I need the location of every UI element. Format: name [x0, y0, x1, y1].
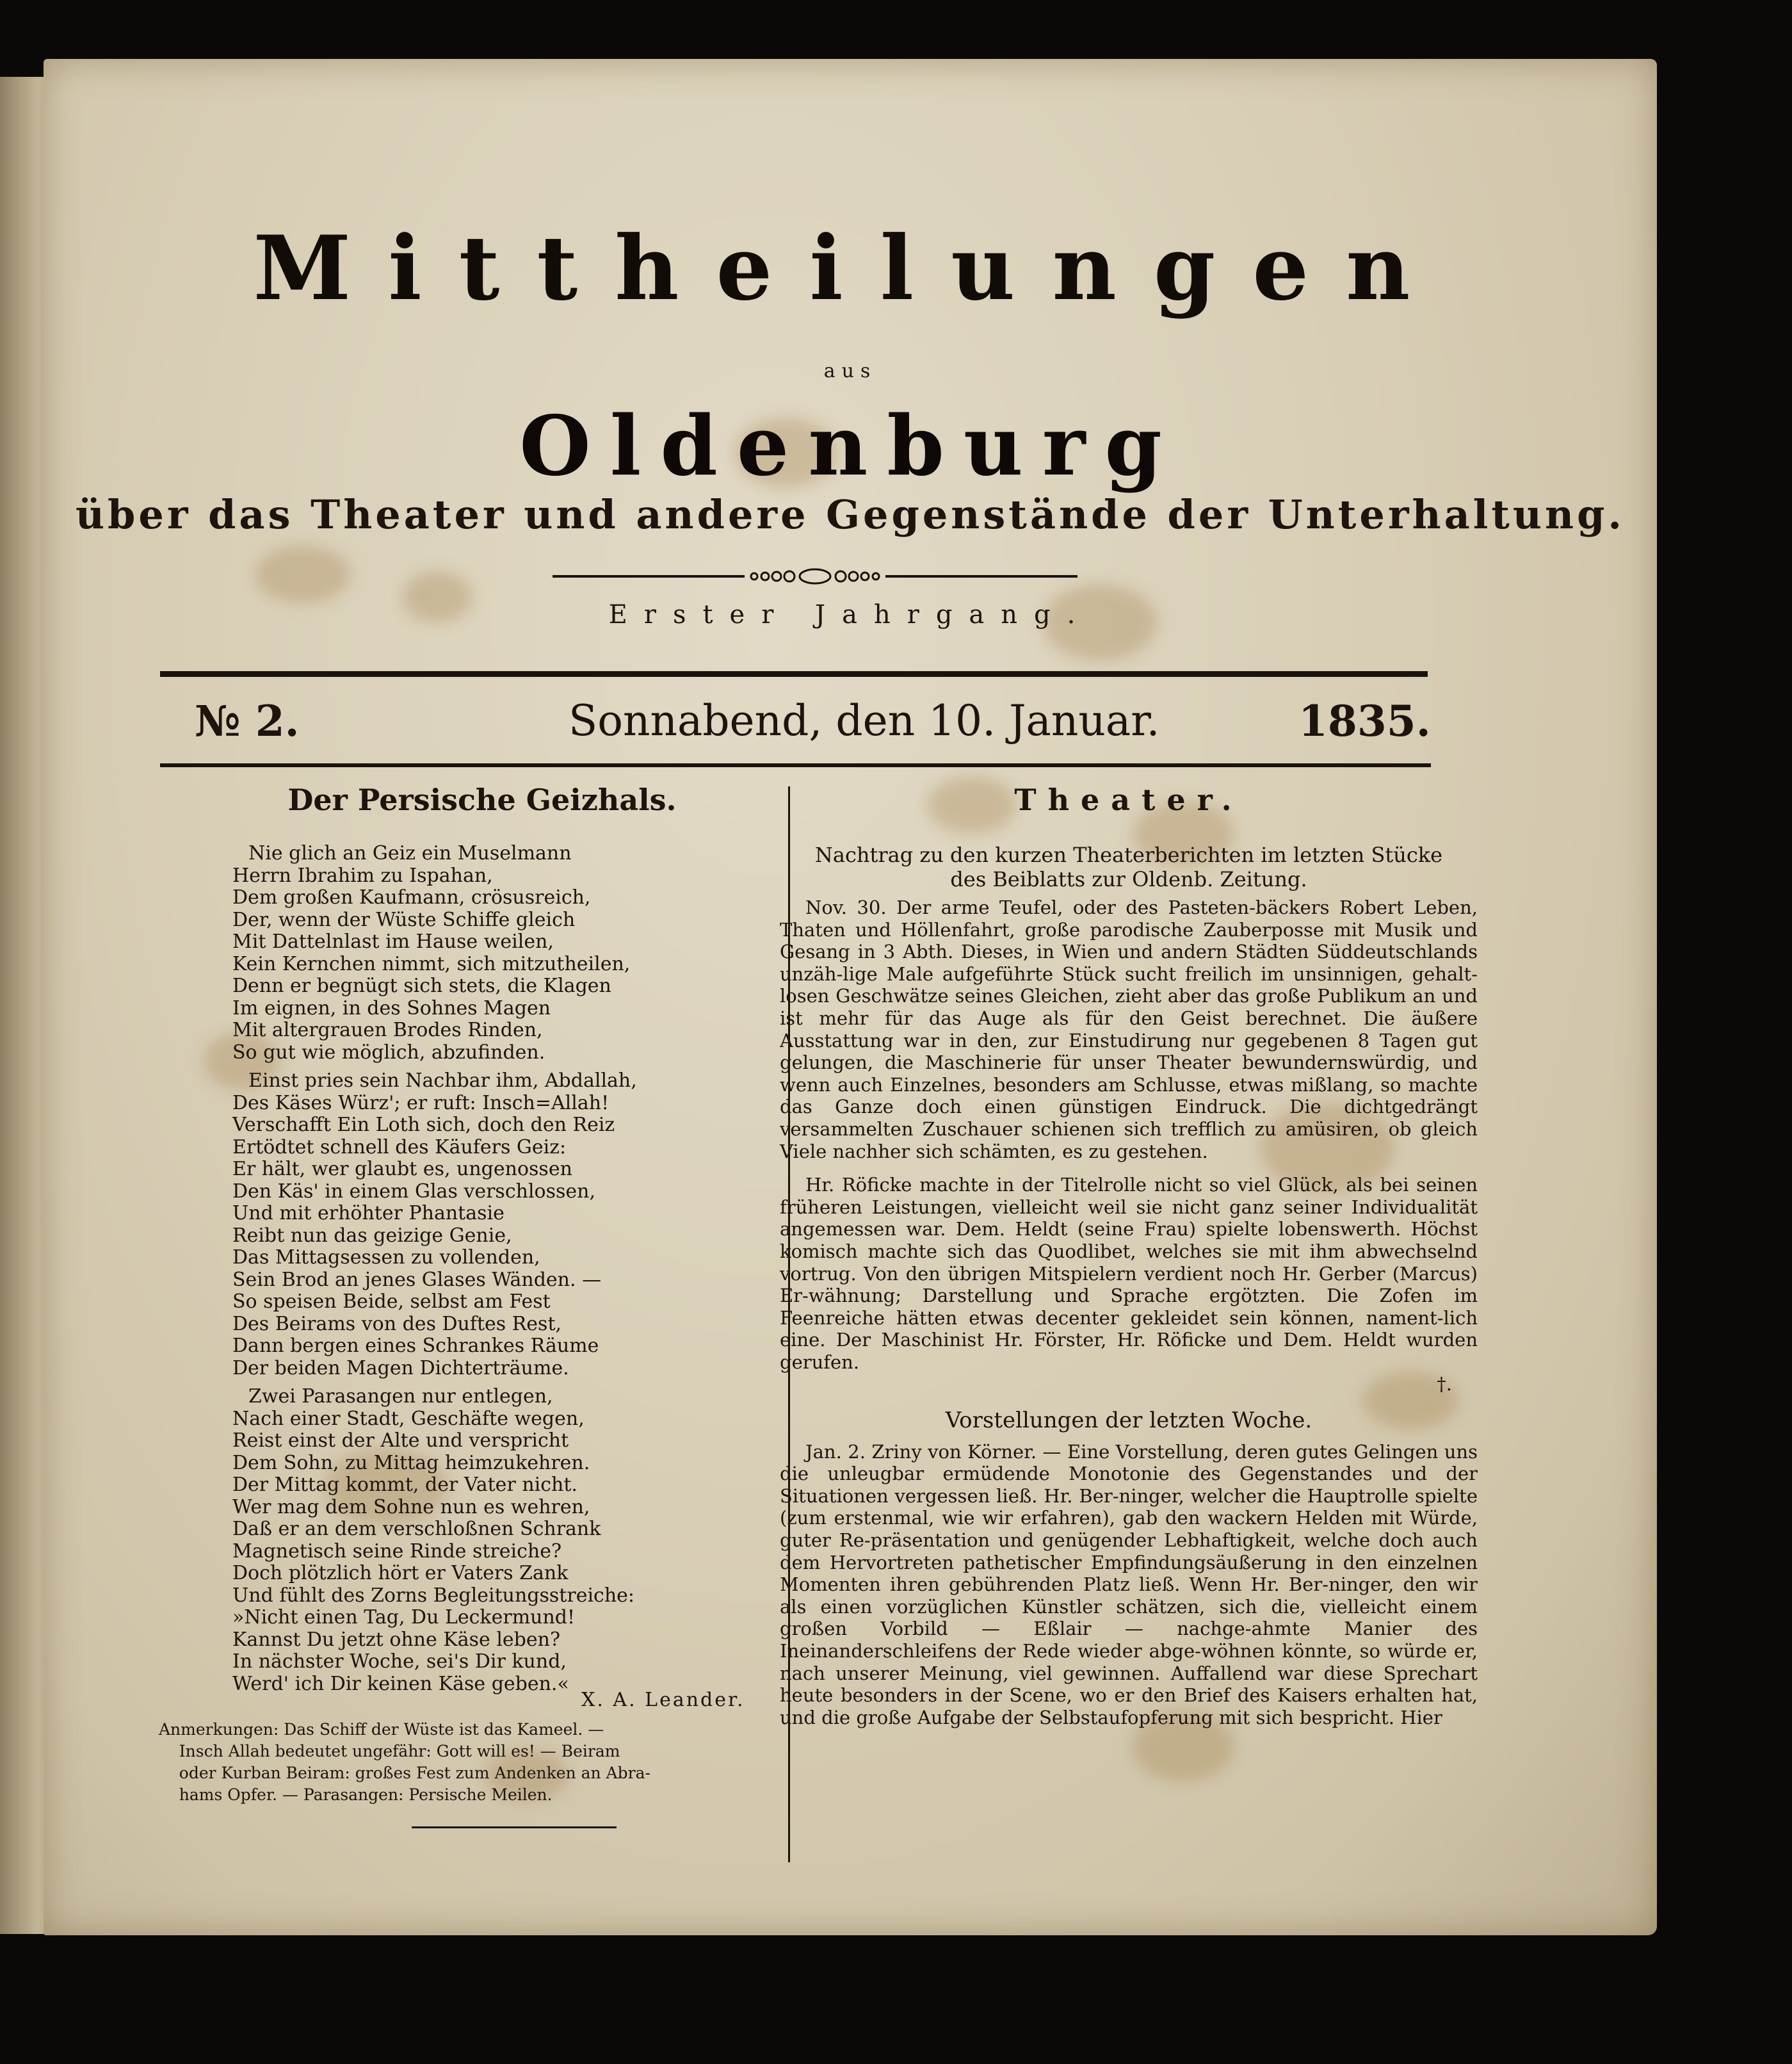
poem-line: Verschafft Ein Loth sich, doch den Reiz — [232, 1114, 615, 1136]
poem-line: Und fühlt des Zorns Begleitungsstreiche: — [232, 1584, 635, 1607]
poem-line: Das Mittagsessen zu vollenden, — [232, 1246, 540, 1269]
masthead-connector: aus — [823, 360, 877, 382]
poem-column — [159, 783, 805, 1804]
issue-number: № 2. — [195, 696, 300, 746]
poem-line: Reibt nun das geizige Genie, — [232, 1224, 512, 1247]
poem-line: Dem großen Kaufmann, crösusreich, — [232, 886, 591, 909]
newspaper-page — [44, 59, 1657, 1935]
poem-title: Der Persische Geizhals. — [287, 783, 677, 817]
header-rule-bottom — [160, 763, 1431, 767]
poem-footnotes — [159, 1719, 799, 1806]
poem-line: Nach einer Stadt, Geschäfte wegen, — [232, 1407, 585, 1430]
theater-paragraph: Hr. Röficke machte in der Titelrolle nicht so viel Glück, als bei seinen früheren Leistungen, vielleicht weil sie nicht ganz seiner Individualität angemessen war. Dem. Heldt (seine Frau) spielte lobenswerth. Höchst komisch machte sich das Quodlibet, welches sie mit ihm abwechselnd vortrug. Von den übrigen Mitspielern verdient noch Hr. Gerber (Marcus) Er-wähnung; Darstellung und Sprache ergötzten. Die Zofen im Feenreiche hätten etwas decenter gekleidet sein können, nament-lich eine. Der Maschinist Hr. Förster, Hr. Röficke und Dem. Heldt wurden gerufen. — [780, 1174, 1478, 1373]
poem-line: Einst pries sein Nachbar ihm, Abdallah, — [248, 1069, 637, 1092]
poem-line: So speisen Beide, selbst am Fest — [232, 1290, 551, 1313]
footnote-line: oder Kurban Beiram: großes Fest zum Andenken an Abra- — [159, 1764, 650, 1782]
poem-line: Des Käses Würz'; er ruft: Insch=Allah! — [232, 1091, 609, 1114]
footnote-line: hams Opfer. — Parasangen: Persische Meilen. — [159, 1785, 553, 1804]
poem-line: Sein Brod an jenes Glases Wänden. — — [232, 1268, 602, 1291]
footnote-line: Anmerkungen: Das Schiff der Wüste ist das Kameel. — — [159, 1720, 604, 1739]
poem-author: X. A. Leander. — [581, 1689, 745, 1711]
poem-line: Der beiden Magen Dichterträume. — [232, 1356, 569, 1379]
signature-cross: †. — [1437, 1373, 1452, 1395]
poem-line: Der, wenn der Wüste Schiffe gleich — [232, 908, 576, 931]
poem-line: Im eignen, in des Sohnes Magen — [232, 996, 551, 1020]
poem-line: Er hält, wer glaubt es, ungenossen — [232, 1158, 572, 1180]
poem-line: Magnetisch seine Rinde streiche? — [232, 1540, 562, 1563]
poem-line: Zwei Parasangen nur entlegen, — [248, 1385, 553, 1408]
theater-intro-line: des Beiblatts zur Oldenb. Zeitung. — [950, 867, 1307, 891]
poem-line: Ertödtet schnell des Käufers Geiz: — [232, 1135, 567, 1158]
theater-title: Theater. — [1014, 783, 1243, 817]
theater-paragraph: Nov. 30. Der arme Teufel, oder des Pasteten-bäckers Robert Leben, Thaten und Höllenfahrt, große parodische Zauberposse mit Musik und Gesang in 3 Abth. Dieses, in Wien und andern Städten Süddeutschlands unzäh-lige Male aufgeführte Stück sucht freilich im unsinnigen, gehalt-losen Geschwätze seines Gleichen, zieht aber das große Publikum an und ist mehr für das Auge als für den Geist berechnet. Die äußere Ausstattung war in den, zur Einstudirung nur gegebenen 8 Tagen gut gelungen, die Maschinerie für unser Theater bewundernswürdig, und wenn auch Einzelnes, besonders am Schlusse, etwas mißlang, so machte das Ganze doch einen günstigen Eindruck. Die dichtgedrängt versammelten Zuschauer schienen sich trefflich zu amüsiren, ob gleich Viele nachher sich schämten, es zu gestehen. — [780, 897, 1478, 1162]
poem-line: Der Mittag kommt, der Vater nicht. — [232, 1474, 577, 1496]
poem-line: Den Käs' in einem Glas verschlossen, — [232, 1180, 595, 1203]
poem-line: »Nicht einen Tag, Du Leckermund! — [232, 1606, 576, 1629]
poem-line: Und mit erhöhter Phantasie — [232, 1202, 505, 1224]
signature-mark — [780, 1373, 1478, 1395]
masthead-city: Oldenburg — [519, 398, 1181, 494]
poem-line: Des Beirams von des Duftes Rest, — [232, 1312, 562, 1335]
poem-line: Kannst Du jetzt ohne Käse leben? — [232, 1628, 561, 1651]
poem-line: So gut wie möglich, abzufinden. — [232, 1041, 545, 1064]
poem-line: Mit Dattelnlast im Hause weilen, — [232, 930, 554, 953]
poem-line: Mit altergrauen Brodes Rinden, — [232, 1019, 543, 1041]
ornamental-divider — [553, 568, 1078, 585]
footnote-end-rule — [412, 1826, 617, 1828]
theater-paragraph: Jan. 2. Zriny von Körner. — Eine Vorstellung, deren gutes Gelingen uns die unleugbar ermüdende Monotonie des Gegenstandes und der Situationen vergessen ließ. Hr. Ber-ninger, welcher die Hauptrolle spielte (zum erstenmal, wie wir erfahren), gab den wackern Helden mit Würde, guter Re-präsentation und genügender Lebhaftigkeit, welche doch auch dem Hervortreten pathetischer Empfindungsäußerung in den einzelnen Momenten ihren gebührenden Platz ließ. Wenn Hr. Ber-ninger, den wir als einen vorzüglichen Künstler schätzen, sich die, vielleicht einem großen Vorbild — Eßlair — nachge-ahmte Manier des Ineinanderschleifens der Rede wieder abge-wöhnen könnte, so würde er, nach unserer Meinung, viel gewinnen. Auffallend war diese Sprechart heute besonders in der Scene, wo er den Brief des Kaisers erhalten hat, und die große Aufgabe der Selbstaufopferung mit sich bespricht. Hier — [780, 1440, 1478, 1728]
poem-line: Dem Sohn, zu Mittag heimzukehren. — [232, 1451, 590, 1474]
masthead-subtitle: über das Theater und andere Gegenstände der Unterhaltung. — [75, 491, 1626, 538]
theater-column — [780, 783, 1478, 1728]
poem-body — [159, 843, 805, 1695]
poem-stanza-3 — [159, 1386, 805, 1695]
header-rule-top — [160, 671, 1428, 677]
poem-line: Dann bergen eines Schrankes Räume — [232, 1335, 599, 1357]
masthead-title: Mittheilungen — [253, 216, 1448, 320]
volume-label: Erster Jahrgang. — [608, 600, 1092, 630]
section-subhead: Vorstellungen der letzten Woche. — [945, 1408, 1312, 1434]
poem-line: Wer mag dem Sohne nun es wehren, — [232, 1495, 590, 1518]
poem-line: Daß er an dem verschloßnen Schrank — [232, 1518, 601, 1540]
poem-line: Denn er begnügt sich stets, die Klagen — [232, 975, 611, 997]
issue-year: 1835. — [1298, 696, 1431, 746]
poem-line: Kein Kernchen nimmt, sich mitzutheilen, — [232, 952, 631, 975]
poem-line: Reist einst der Alte und verspricht — [232, 1429, 569, 1452]
footnote-line: Insch Allah bedeutet ungefähr: Gott will es! — Beiram — [159, 1742, 620, 1760]
poem-line: Herrn Ibrahim zu Ispahan, — [232, 864, 493, 887]
theater-intro-line: Nachtrag zu den kurzen Theaterberichten im letzten Stücke — [814, 843, 1443, 867]
poem-line: In nächster Woche, sei's Dir kund, — [232, 1650, 567, 1673]
issue-date: Sonnabend, den 10. Januar. — [569, 696, 1160, 745]
poem-stanza-2 — [159, 1070, 805, 1379]
poem-line: Nie glich an Geiz ein Muselmann — [248, 842, 572, 865]
poem-stanza-1 — [159, 843, 805, 1064]
poem-line: Werd' ich Dir keinen Käse geben.« — [232, 1672, 569, 1695]
poem-line: Doch plötzlich hört er Vaters Zank — [232, 1562, 569, 1584]
